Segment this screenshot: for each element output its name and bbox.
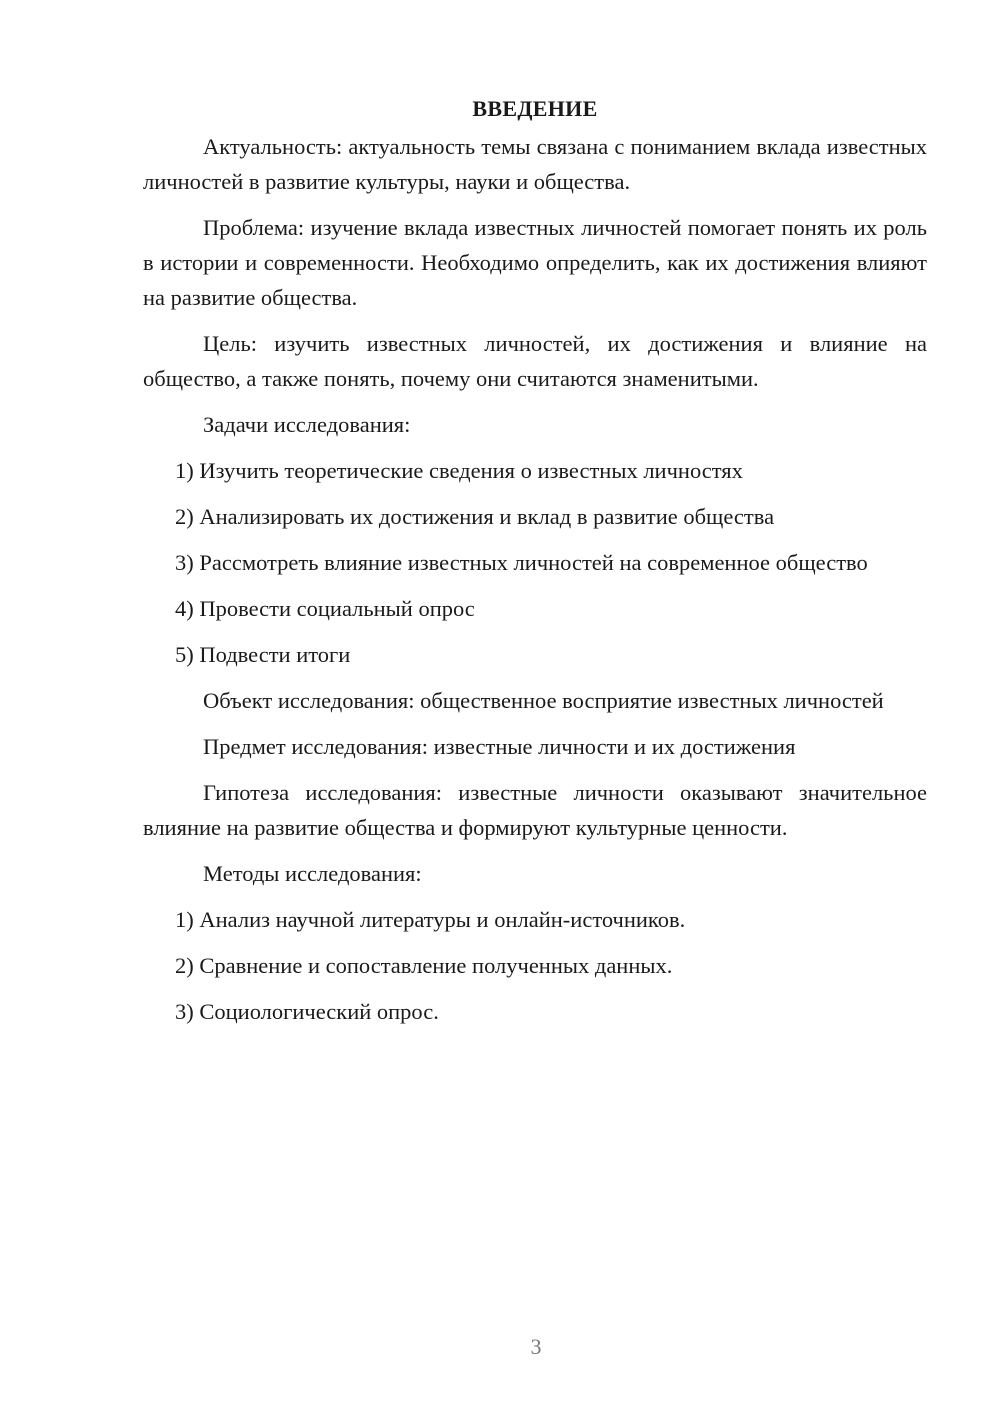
- task-item-4: 4) Провести социальный опрос: [175, 596, 475, 621]
- task-item-5: 5) Подвести итоги: [175, 642, 351, 667]
- tasks-heading: Задачи исследования:: [203, 412, 411, 437]
- page-number: 3: [530, 1334, 542, 1359]
- task-item-3: 3) Рассмотреть влияние известных личностей на современное общество: [175, 550, 868, 575]
- method-item-2: 2) Сравнение и сопоставление полученных данных.: [175, 953, 673, 978]
- section-title: ВВЕДЕНИЕ: [472, 96, 598, 121]
- page-content: [143, 92, 927, 1040]
- task-item-1: 1) Изучить теоретические сведения о известных личностях: [175, 458, 743, 483]
- task-item-2: 2) Анализировать их достижения и вклад в развитие общества: [175, 504, 775, 529]
- relevance-paragraph: Актуальность: актуальность темы связана с пониманием вклада известных личностей в развитие культуры, науки и общества.: [143, 134, 927, 194]
- method-item-3: 3) Социологический опрос.: [175, 999, 439, 1024]
- object-paragraph: Объект исследования: общественное восприятие известных личностей: [203, 688, 884, 713]
- goal-paragraph: Цель: изучить известных личностей, их достижения и влияние на общество, а также понять, почему они считаются знаменитыми.: [143, 331, 927, 391]
- hypothesis-paragraph: Гипотеза исследования: известные личности оказывают значительное влияние на развитие общества и формируют культурные ценности.: [143, 780, 927, 840]
- problem-paragraph: Проблема: изучение вклада известных личностей помогает понять их роль в истории и современности. Необходимо определить, как их достижения влияют на развитие общества.: [143, 215, 927, 310]
- method-item-1: 1) Анализ научной литературы и онлайн-источников.: [175, 907, 686, 932]
- methods-heading: Методы исследования:: [203, 861, 422, 886]
- subject-paragraph: Предмет исследования: известные личности и их достижения: [203, 734, 796, 759]
